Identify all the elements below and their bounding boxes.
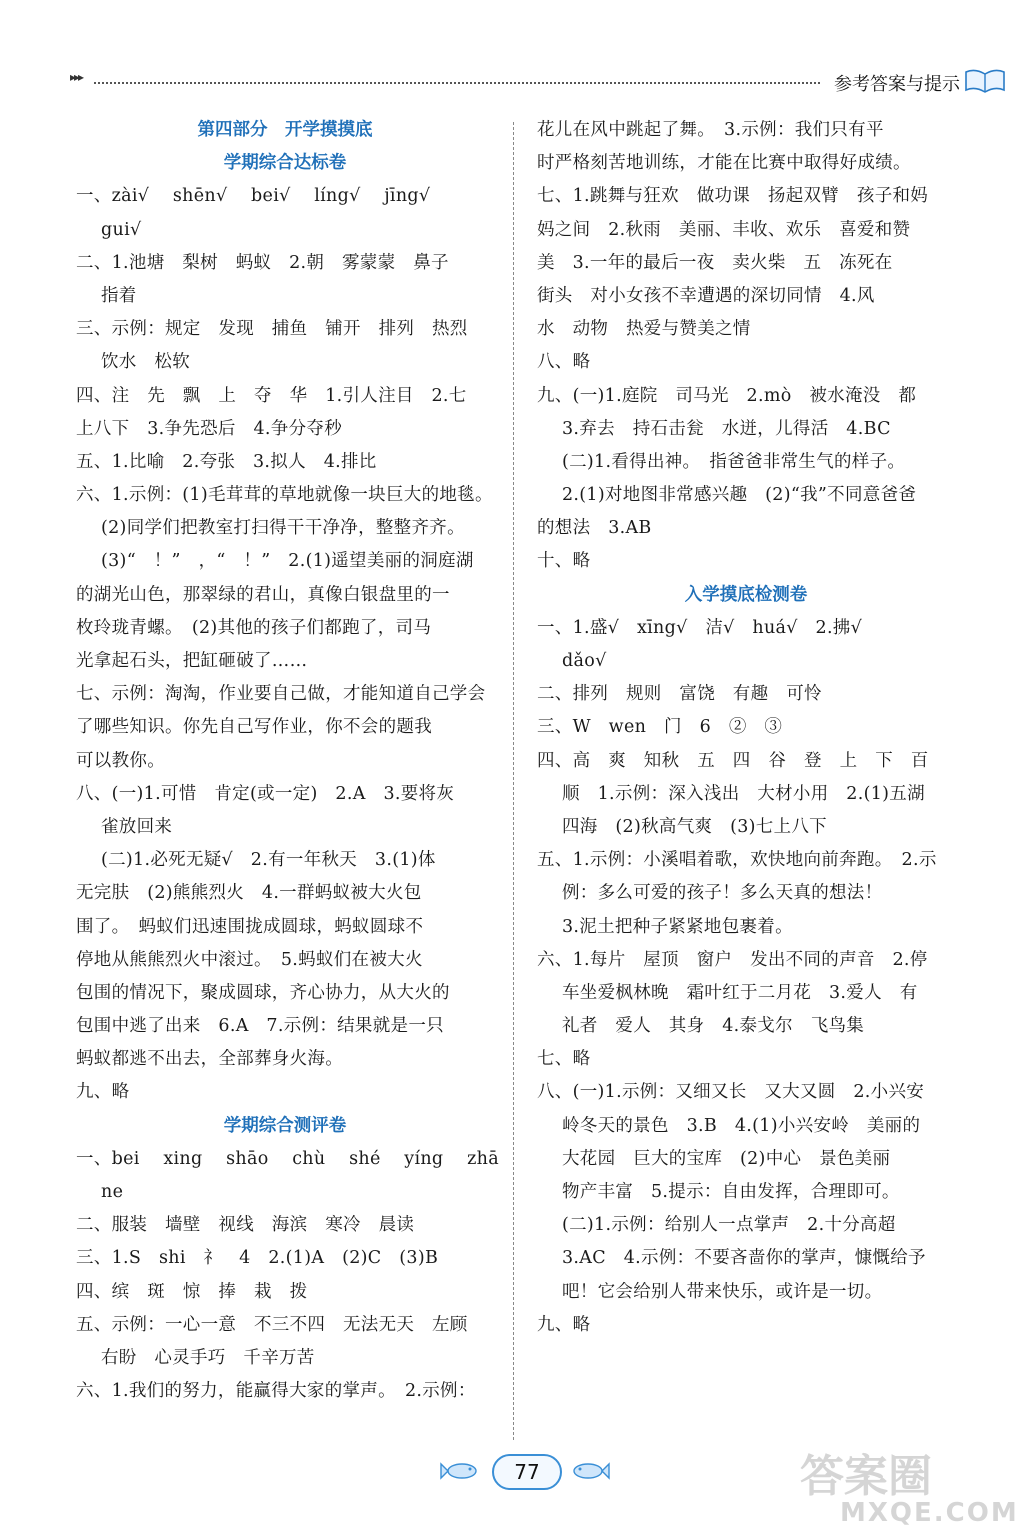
answer-line: (二)1.示例：给别人一点掌声 2.十分高超 [562,1215,896,1236]
answer-line: 妈之间 2.秋雨 美丽、丰收、欢乐 喜爱和赞 [537,219,911,240]
answer-line: 蚂蚁都逃不出去，全部葬身火海。 [76,1049,343,1070]
answer-line: (二)1.必死无疑√ 2.有一年秋天 3.(1)体 [101,850,436,871]
answer-line: 2.(1)对地图非常感兴趣 (2)“我”不同意爸爸 [562,485,917,506]
answer-line: 吧！它会给别人带来快乐，或许是一切。 [562,1281,883,1302]
answer-line: (2)同学们把教室打扫得干干净净，整整齐齐。 [101,518,465,539]
header-title: 参考答案与提示 [834,74,960,95]
left-column [76,114,499,1408]
answer-line: 礼者 爱人 其身 4.泰戈尔 飞鸟集 [562,1016,865,1037]
dotted-rule [94,82,820,84]
answer-line: 饮水 松软 [101,352,190,373]
answer-line: 六、1.我们的努力，能赢得大家的掌声。 2.示例： [76,1381,476,1402]
answer-line: 九、略 [537,1314,591,1335]
answer-line: 一、1.盛√ xīng√ 洁√ huá√ 2.拂√ [537,617,863,638]
answer-line: 三、W wen 门 6 ② ③ [537,717,783,738]
answer-line: 围了。 蚂蚁们迅速围拢成圆球，蚂蚁圆球不 [76,916,424,937]
column-divider [513,122,514,1440]
answer-line: 可以教你。 [76,750,165,771]
answer-line: 的湖光山色，那翠绿的君山，真像白银盘里的一 [76,584,450,605]
answer-line: 八、(一)1.可惜 肯定(或一定) 2.A 3.要将灰 [76,783,455,804]
answer-line: 三、示例：规定 发现 捕鱼 铺开 排列 热烈 [76,319,468,340]
answer-line: 光拿起石头，把缸砸破了…… [76,651,308,671]
answer-line: 一、bei xing shāo chù shé yíng zhā [76,1148,499,1169]
answer-line: 3.AC 4.示例：不要吝啬你的掌声，慷慨给予 [562,1248,926,1269]
right-column [537,114,955,1342]
answer-line: 右盼 心灵手巧 千辛万苦 [101,1347,315,1368]
answer-line: 八、略 [537,352,591,373]
answer-line: 五、1.示例：小溪唱着歌，欢快地向前奔跑。 2.示 [537,850,937,871]
answer-line: 六、1.每片 屋顶 窗户 发出不同的声音 2.停 [537,949,928,970]
answer-line: 八、(一)1.示例：又细又长 又大又圆 2.小兴安 [537,1082,925,1103]
answer-line: 车坐爱枫林晚 霜叶红于二月花 3.爱人 有 [562,982,918,1003]
answer-line: 无完肤 (2)熊熊烈火 4.一群蚂蚁被大火包 [76,883,422,904]
answer-line: 的想法 3.AB [537,518,652,539]
answer-line: 四海 (2)秋高气爽 (3)七上八下 [562,816,827,837]
answer-line: 六、1.示例：(1)毛茸茸的草地就像一块巨大的地毯。 [76,485,493,506]
fish-ornament-icon [568,1460,610,1482]
answer-line: 雀放回来 [101,816,173,837]
answer-line: 四、高 爽 知秋 五 四 谷 登 上 下 百 [537,750,929,771]
answer-line: 美 3.一年的最后一夜 卖火柴 五 冻死在 [537,252,893,273]
answer-line: 上八下 3.争先恐后 4.争分夺秒 [76,418,342,439]
answer-line: (二)1.看得出神。 指爸爸非常生气的样子。 [562,451,906,472]
answer-line: 七、示例：淘淘，作业要自己做，才能知道自己学会 [76,684,486,705]
answer-line: 一、zài√ shēn√ bei√ líng√ jīng√ [76,186,431,207]
answer-line: 3.泥土把种子紧紧地包裹着。 [562,916,793,937]
arrow-marks: ▸▸▸ [70,70,83,84]
answer-line: 包围中逃了出来 6.A 7.示例：结果就是一只 [76,1016,444,1037]
answer-line: (3)“ ！” ，“ ！” 2.(1)遥望美丽的洞庭湖 [101,551,474,572]
answer-line: 停地从熊熊烈火中滚过。 5.蚂蚁们在被大火 [76,949,423,970]
answer-line: 五、1.比喻 2.夸张 3.拟人 4.排比 [76,451,377,472]
answer-line: dǎo√ [562,651,607,671]
answer-line: 水 动物 热爱与赞美之情 [537,319,751,340]
answer-line: 包围的情况下，聚成圆球，齐心协力，从大火的 [76,982,450,1003]
page-header [70,62,1010,102]
answer-line: 岭冬天的景色 3.B 4.(1)小兴安岭 美丽的 [562,1115,921,1136]
answer-line: 十、略 [537,551,591,572]
answer-line: 顺 1.示例：深入浅出 大材小用 2.(1)五湖 [562,783,925,804]
answer-line: gui√ [101,219,142,240]
answer-line: 九、略 [76,1082,130,1103]
answer-line: 枚玲珑青螺。 (2)其他的孩子们都跑了，司马 [76,617,432,638]
watermark-url: MXQE.COM [840,1498,1019,1528]
answer-line: 二、1.池塘 梨树 蚂蚁 2.朝 雾蒙蒙 鼻子 [76,252,449,273]
answer-line: 了哪些知识。你先自己写作业，你不会的题我 [76,717,432,738]
answer-line: 二、排列 规则 富饶 有趣 可怜 [537,684,822,705]
answer-line: 大花园 巨大的宝库 (2)中心 景色美丽 [562,1148,891,1169]
answer-line: 七、1.跳舞与狂欢 做功课 扬起双臂 孩子和妈 [537,186,929,207]
answer-line: 物产丰富 5.提示：自由发挥，合理即可。 [562,1182,900,1202]
answer-line: 花儿在风中跳起了舞。 3.示例：我们只有平 [537,120,884,140]
section-heading: 学期综合达标卷 [223,153,347,174]
answer-line: 九、(一)1.庭院 司马光 2.mò 被水淹没 都 [537,385,917,406]
answer-line: 五、示例：一心一意 不三不四 无法无天 左顾 [76,1314,468,1335]
watermark-logo [800,1440,1020,1532]
page-footer [440,1452,610,1492]
fish-ornament-icon [440,1460,482,1482]
section-heading: 第四部分 开学摸摸底 [197,120,373,140]
answer-line: 四、缤 斑 惊 捧 栽 拨 [76,1281,308,1302]
open-book-icon [964,68,1006,94]
answer-line: 指着 [101,285,137,306]
answer-line: ne [101,1182,124,1202]
answer-line: 街头 对小女孩不幸遭遇的深切同情 4.风 [537,285,875,306]
page-number: 77 [492,1454,562,1490]
section-heading: 学期综合测评卷 [223,1115,347,1136]
watermark-text: 答案圈 [800,1451,932,1502]
answer-line: 七、略 [537,1049,591,1070]
answer-line: 时严格刻苦地训练，才能在比赛中取得好成绩。 [537,153,911,174]
answer-line: 二、服装 墙壁 视线 海滨 寒冷 晨读 [76,1215,415,1236]
answer-line: 例：多么可爱的孩子！多么天真的想法！ [562,883,883,904]
section-heading: 入学摸底检测卷 [684,584,808,605]
answer-line: 三、1.S shi 礻 4 2.(1)A (2)C (3)B [76,1248,439,1269]
answer-line: 四、注 先 飘 上 夺 华 1.引人注目 2.七 [76,385,467,406]
answer-line: 3.弃去 持石击瓮 水迸，儿得活 4.BC [562,418,891,439]
